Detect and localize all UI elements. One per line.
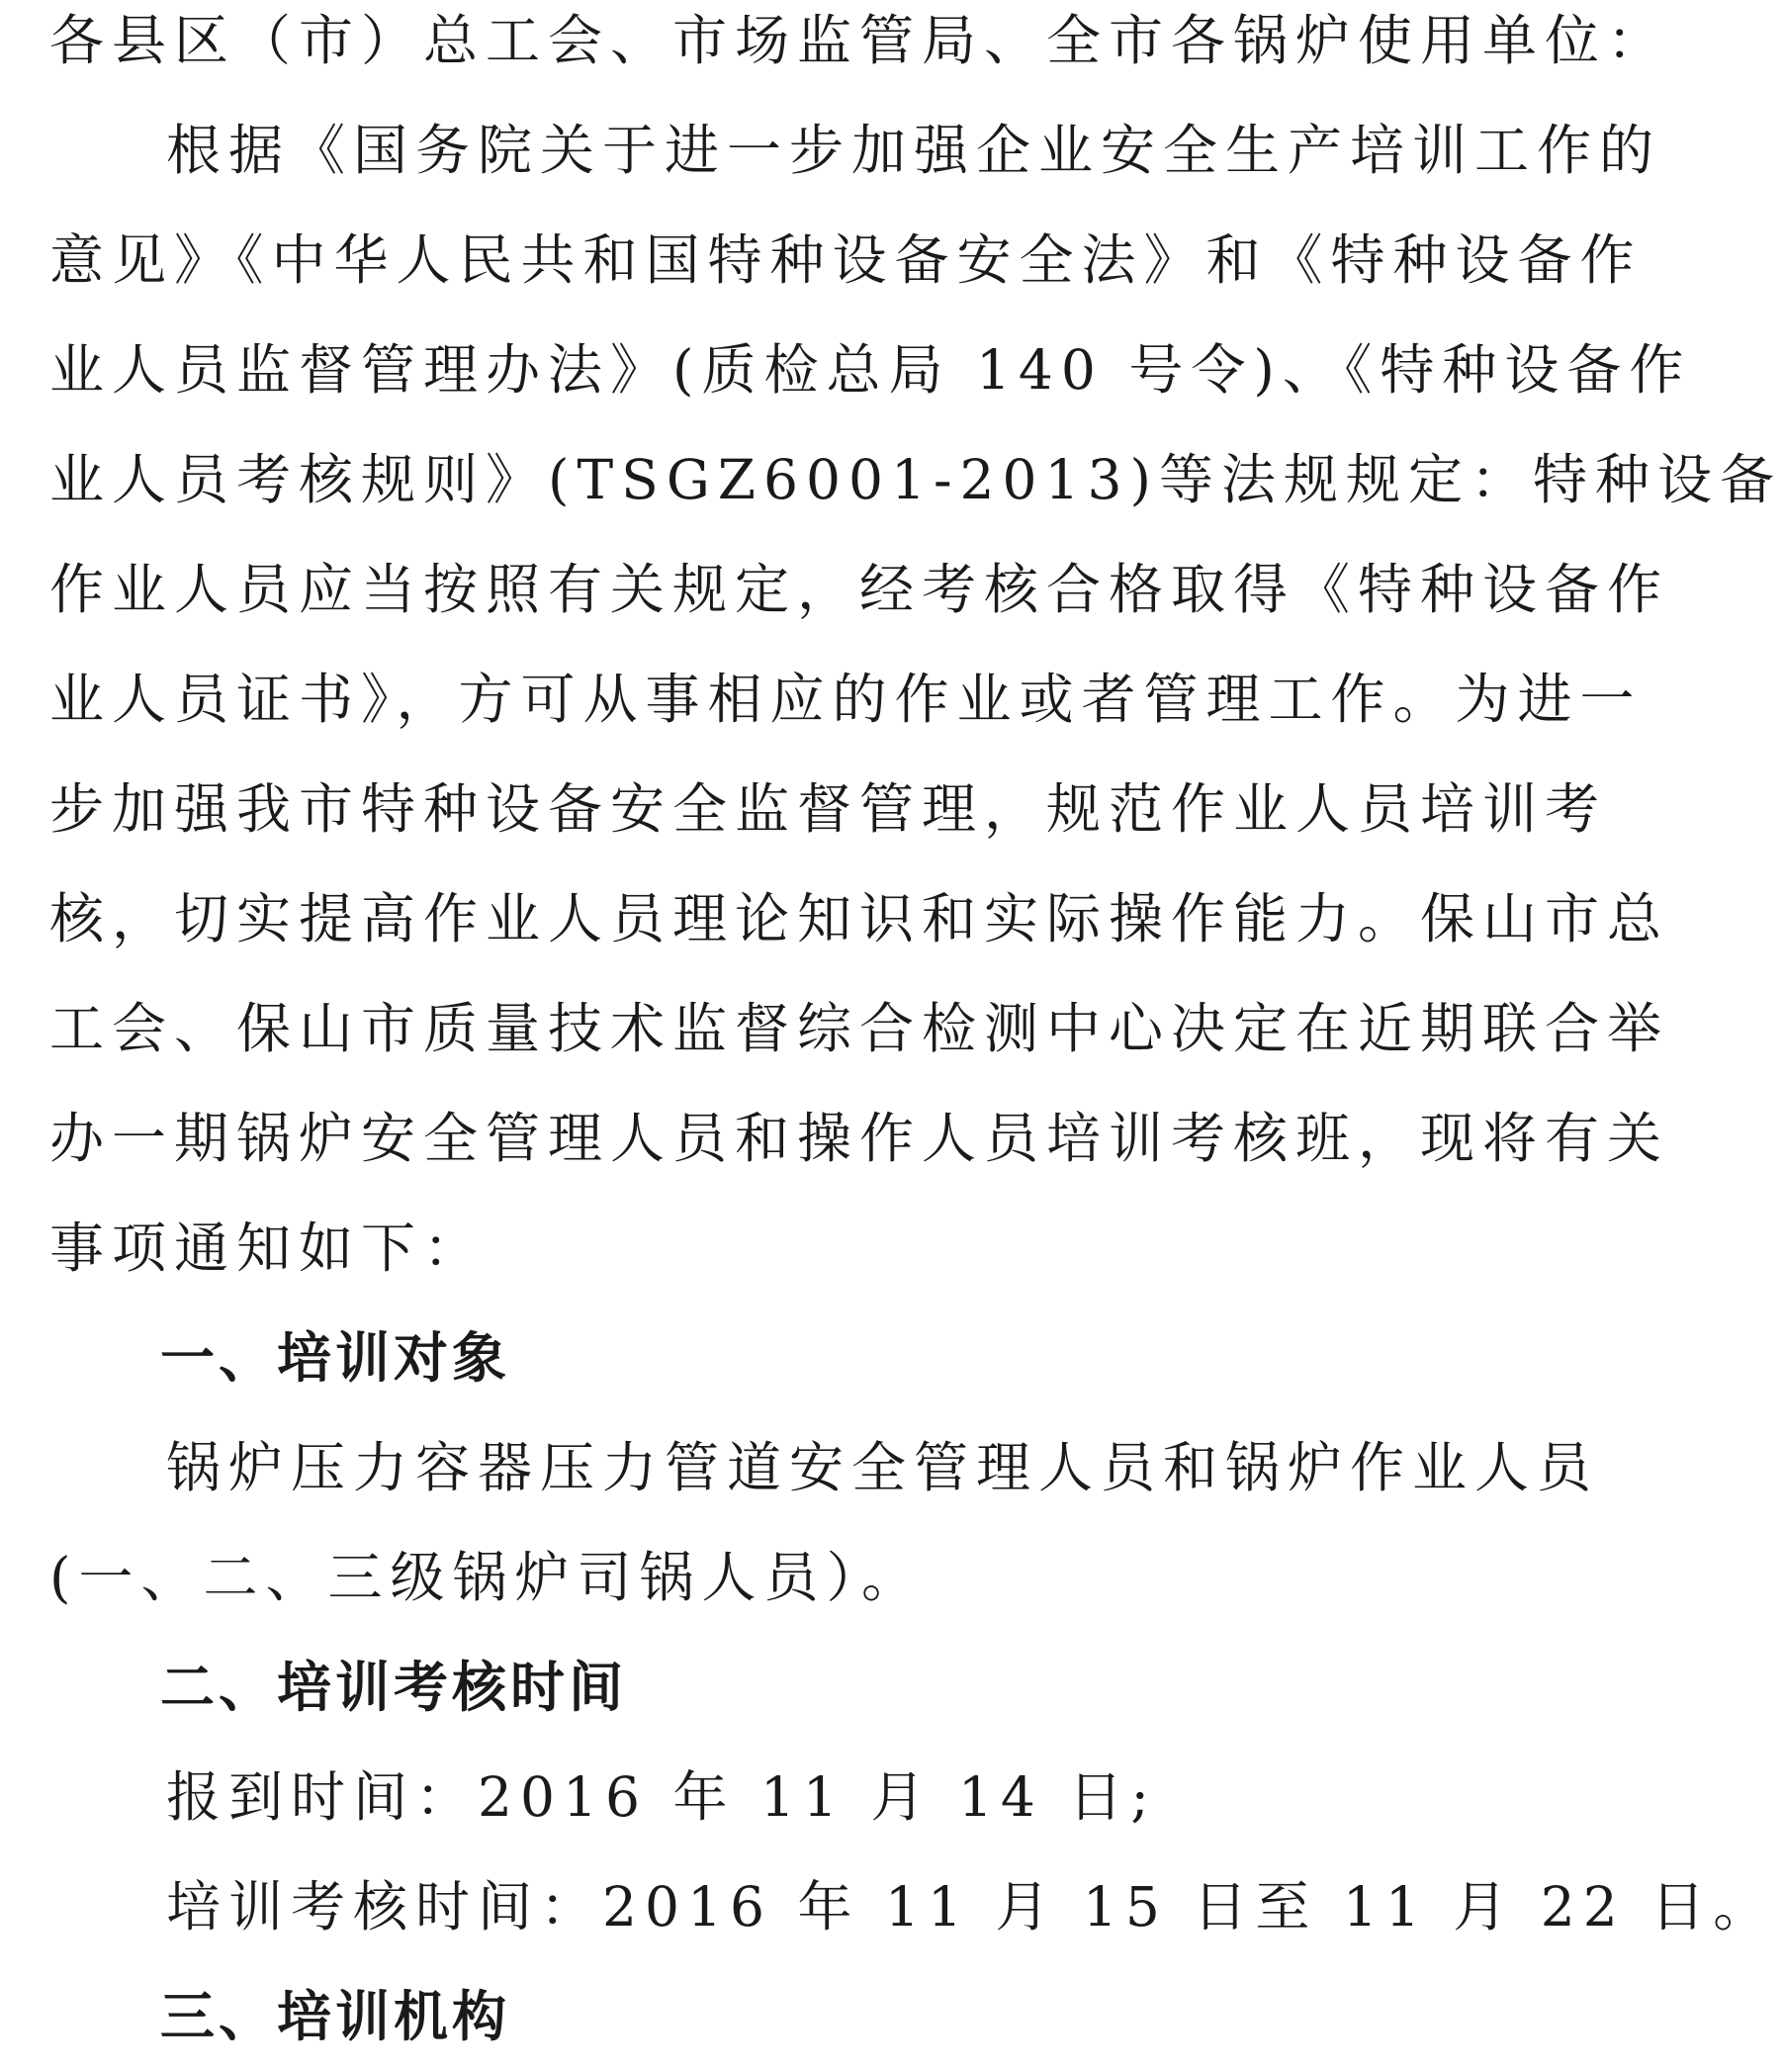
section1-line: (一、二、三级锅炉司锅人员）。: [49, 1546, 924, 1609]
body-line: 事项通知如下：: [49, 1216, 487, 1280]
section-heading-training-time: 二、培训考核时间: [160, 1656, 628, 1719]
body-line: 根据《国务院关于进一步加强企业安全生产培训工作的: [166, 119, 1662, 182]
body-line: 业人员监督管理办法》(质检总局 140 号令)、《特种设备作: [49, 338, 1692, 402]
registration-time: 报到时间：2016 年 11 月 14 日;: [166, 1765, 1157, 1829]
body-line: 核，切实提高作业人员理论知识和实际操作能力。保山市总: [49, 887, 1670, 950]
document-page: [49, 0, 1782, 2072]
section-heading-training-target: 一、培训对象: [160, 1326, 511, 1390]
body-line: 工会、保山市质量技术监督综合检测中心决定在近期联合举: [49, 997, 1670, 1060]
body-line: 办一期锅炉安全管理人员和操作人员培训考核班，现将有关: [49, 1107, 1670, 1170]
body-line: 意见》《中华人民共和国特种设备安全法》和《特种设备作: [49, 228, 1643, 292]
body-line: 作业人员应当按照有关规定，经考核合格取得《特种设备作: [49, 558, 1670, 621]
body-line: 业人员考核规则》(TSGZ6001-2013)等法规规定：特种设备: [49, 448, 1782, 511]
training-period: 培训考核时间：2016 年 11 月 15 日至 11 月 22 日。: [166, 1875, 1776, 1938]
section-heading-training-institution: 三、培训机构: [160, 1985, 511, 2048]
section1-line: 锅炉压力容器压力管道安全管理人员和锅炉作业人员: [166, 1436, 1600, 1499]
salutation: 各县区（市）总工会、市场监管局、全市各锅炉使用单位：: [49, 9, 1670, 72]
body-line: 业人员证书》，方可从事相应的作业或者管理工作。为进一: [49, 668, 1643, 731]
body-line: 步加强我市特种设备安全监督管理，规范作业人员培训考: [49, 777, 1608, 841]
